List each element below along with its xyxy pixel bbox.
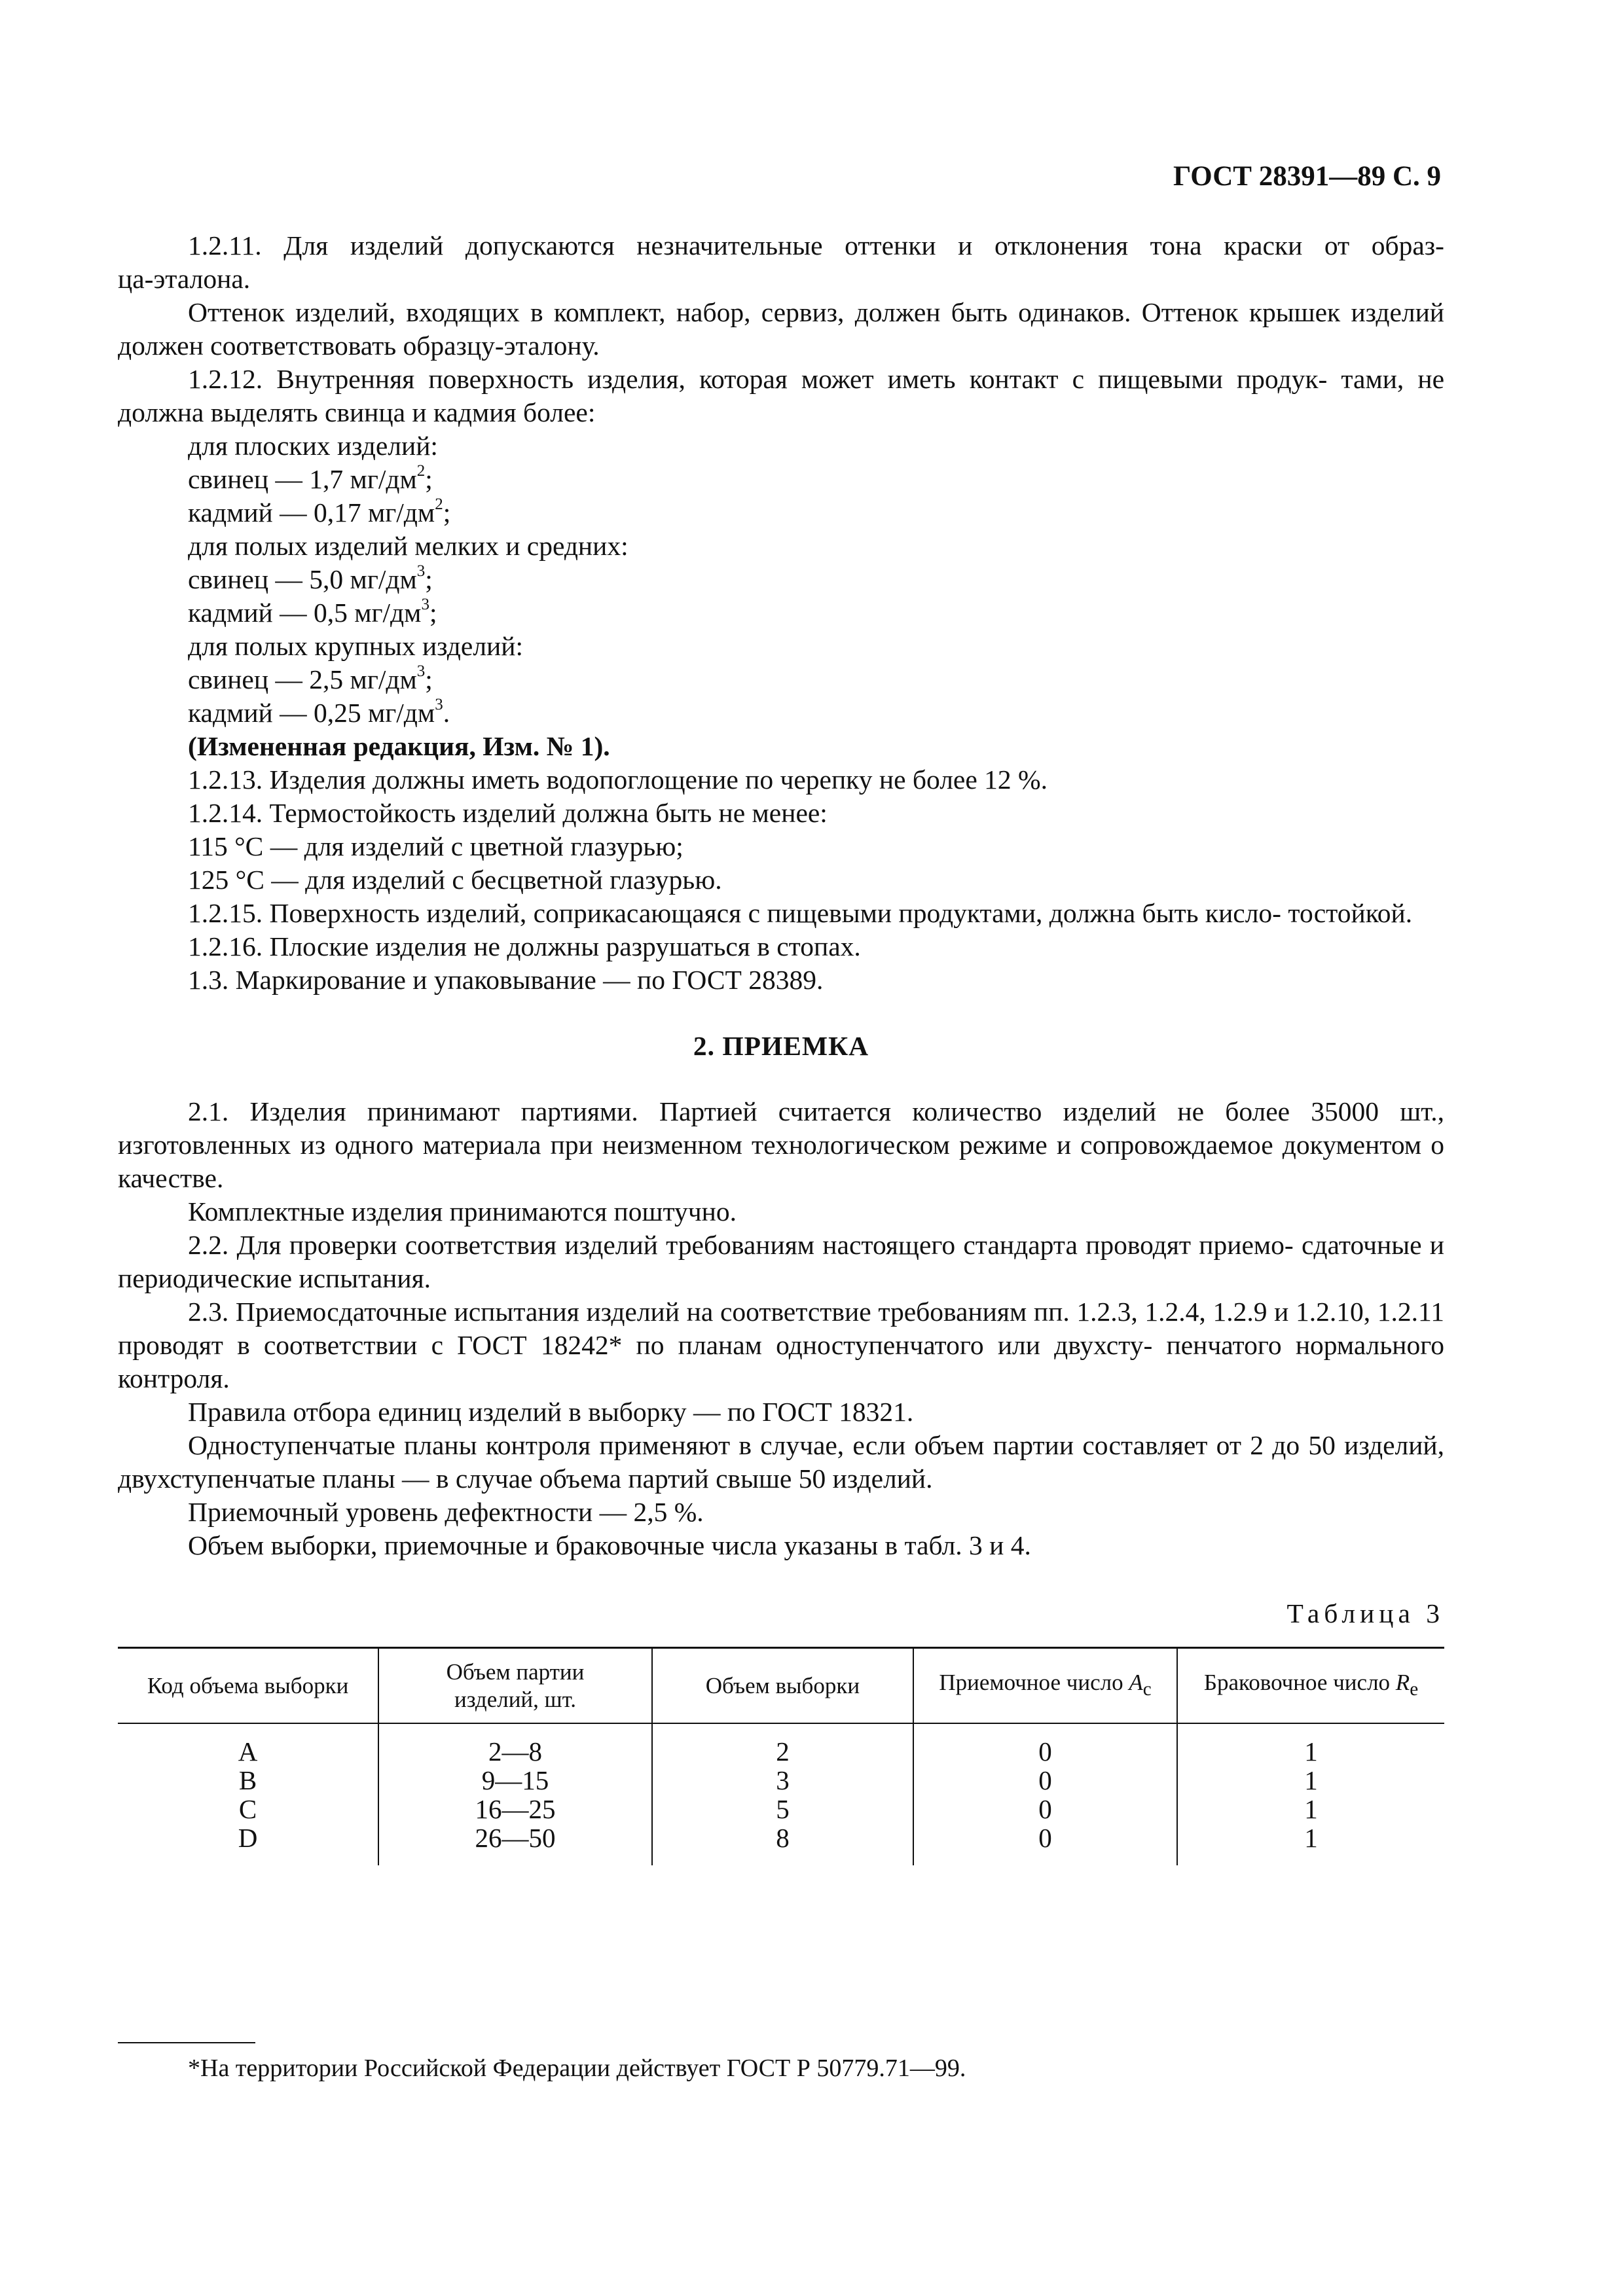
table-cell: 0 [913,1723,1177,1766]
paragraph-2-1: 2.1. Изделия принимают партиями. Партией считается количество изделий не более 35000 шт., изготовленных из одного материала при неизменном технологическом режиме и сопровождаемое документом о качестве. [118,1096,1444,1193]
table-cell: 2 [652,1723,913,1766]
paragraph-defect-level: Приемочный уровень дефектности — 2,5 %. [188,1497,704,1527]
paragraph-1-2-11: 1.2.11. Для изделий допускаются незначительные оттенки и отклонения тона краски от образ- [188,230,1444,260]
table-row [118,1795,1444,1823]
hollow-large-lead-limit: свинец — 2,5 $мг/дм^3$; [188,662,433,694]
table-caption: Таблица 3 [1286,1598,1444,1628]
paragraph-2-3: 2.3. Приемосдаточные испытания изделий на соответствие требованиям пп. 1.2.3, 1.2.4, 1.2.9 и 1.2.10, 1.2.11 проводят в соответствии с ГОСТ 18242* по планам одноступенчатого или двухсту- пенчатого нормального контроля. [118,1297,1444,1393]
table-cell: 0 [913,1795,1177,1823]
paragraph-1-2-11-cont: ца-эталона. [118,264,251,294]
table-cell: 0 [913,1823,1177,1865]
paragraph-1-3: 1.3. Маркирование и упаковывание — по ГОСТ 28389. [188,965,824,995]
table-cell: 3 [652,1766,913,1795]
hollow-small-cadmium-limit: кадмий — 0,5 $мг/дм^3$; [188,596,437,628]
paragraph-tint: Оттенок изделий, входящих в комплект, набор, сервиз, должен быть одинаков. Оттенок крышек изделий должен соответствовать образцу-эталону. [118,297,1444,361]
paragraph-table-ref: Объем выборки, приемочные и браковочные числа указаны в табл. 3 и 4. [188,1530,1031,1560]
table-cell: 16—25 [378,1795,652,1823]
table-cell: 2—8 [378,1723,652,1766]
table-cell: 1 [1304,1794,1318,1824]
header-sample-size: Объем выборки [652,1648,913,1724]
header-rejection: Браковочное число $R_e$ [1177,1648,1444,1724]
table-cell: 8 [652,1823,913,1865]
table-cell: C [118,1795,378,1823]
amendment-note: (Измененная редакция, Изм. № 1). [188,731,610,761]
paragraph-sampling-rules: Правила отбора единиц изделий в выборку — по ГОСТ 18321. [188,1397,914,1427]
paragraph-1-2-14: 1.2.14. Термостойкость изделий должна быть не менее: [188,798,828,828]
page-header: ГОСТ 28391—89 С. 9 [1173,161,1441,192]
paragraph-complete-items: Комплектные изделия принимаются поштучно. [188,1196,737,1227]
thermal-colorless: 125 °С — для изделий с бесцветной глазурью. [188,865,722,895]
document-body [118,229,1444,1865]
header-acceptance: Приемочное число $A_c$ [913,1648,1177,1724]
hollow-small-heading: для полых изделий мелких и средних: [188,531,629,561]
table-cell: 26—50 [378,1823,652,1865]
footnote-divider [118,2042,255,2043]
header-code: Код объема выборки [118,1648,378,1724]
footnote: *На территории Российской Федерации действует ГОСТ Р 50779.71—99. [188,2054,966,2082]
table-cell: A [118,1723,378,1766]
paragraph-1-2-13: 1.2.13. Изделия должны иметь водопоглощение по черепку не более 12 %. [188,764,1048,795]
flat-cadmium-limit: кадмий — 0,17 $мг/дм^2$; [188,495,451,528]
hollow-small-lead-limit: свинец — 5,0 $мг/дм^3$; [188,562,433,594]
table-cell: 1 [1304,1765,1318,1795]
table-cell: 1 [1304,1823,1318,1853]
flat-lead-limit: свинец — 1,7 $мг/дм^2$; [188,462,433,494]
table-row [118,1766,1444,1795]
table-cell: 5 [652,1795,913,1823]
paragraph-1-2-12: 1.2.12. Внутренняя поверхность изделия, которая может иметь контакт с пищевыми продук- тами, не должна выделять свинца и кадмия более: [118,364,1444,427]
hollow-large-heading: для полых крупных изделий: [188,631,524,661]
table-row [118,1723,1444,1766]
paragraph-plans: Одноступенчатые планы контроля применяют в случае, если объем партии составляет от 2 до 50 изделий, двухступенчатые планы — в случае объема партий свыше 50 изделий. [118,1430,1444,1494]
table-row [118,1823,1444,1865]
paragraph-1-2-15: 1.2.15. Поверхность изделий, соприкасающаяся с пищевыми продуктами, должна быть кисло- тостойкой. [188,898,1413,928]
thermal-colored: 115 °С — для изделий с цветной глазурью; [188,831,684,861]
paragraph-1-2-16: 1.2.16. Плоские изделия не должны разрушаться в стопах. [188,931,861,961]
paragraph-2-2: 2.2. Для проверки соответствия изделий требованиям настоящего стандарта проводят приемо- сдаточные и периодические испытания. [118,1230,1444,1293]
hollow-large-cadmium-limit: кадмий — 0,25 $мг/дм^3$. [188,696,450,728]
table-cell: 9—15 [378,1766,652,1795]
table-cell: D [118,1823,378,1865]
sampling-table [118,1647,1444,1865]
table-cell: 0 [913,1766,1177,1795]
flat-heading: для плоских изделий: [188,431,438,461]
table-cell: 1 [1304,1736,1318,1767]
table-header-row [118,1648,1444,1724]
header-lot-size: Объем партии изделий, шт. [378,1648,652,1724]
section-title: 2. ПРИЕМКА [693,1031,869,1061]
table-cell: B [118,1766,378,1795]
